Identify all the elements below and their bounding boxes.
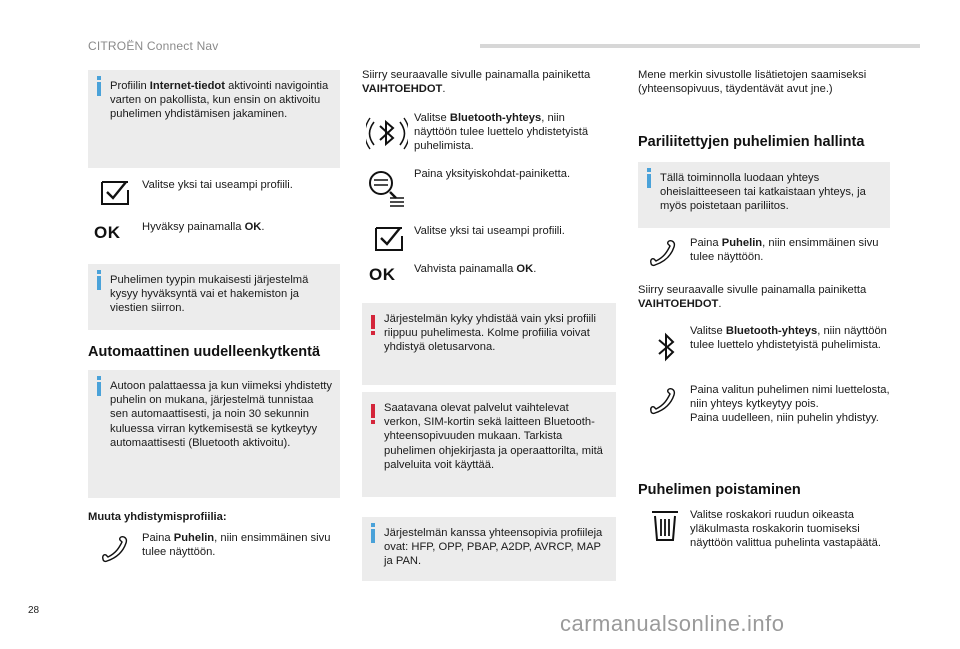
info-box-reconnect bbox=[88, 370, 340, 498]
info-icon bbox=[97, 276, 101, 290]
step-select-profile-2: Valitse yksi tai useampi profiili. bbox=[414, 225, 565, 237]
header-bar bbox=[480, 44, 920, 48]
watermark: carmanualsonline.info bbox=[560, 611, 785, 636]
page-number: 28 bbox=[28, 605, 40, 616]
step-phone-name bbox=[690, 383, 900, 426]
warning-box-services bbox=[362, 392, 616, 497]
text-bold: Internet-tiedot bbox=[149, 80, 225, 92]
text: Paina valitun puhelimen nimi luettelosta, niin yhteys kytkeytyy pois. bbox=[690, 384, 890, 411]
text: Vahvista painamalla bbox=[414, 263, 517, 275]
text: Paina bbox=[142, 532, 174, 544]
text-bold: OK bbox=[516, 263, 534, 275]
checkbox-check-icon bbox=[98, 176, 132, 210]
info-icon bbox=[97, 82, 101, 96]
step-bluetooth-2 bbox=[690, 324, 900, 352]
text-bold: VAIHTOEHDOT bbox=[362, 83, 443, 96]
section-heading-paired: Pariliitettyjen puhelimien hallinta bbox=[638, 134, 865, 150]
intro-options bbox=[362, 68, 614, 96]
options-instruction bbox=[638, 283, 908, 311]
text: Profiilin bbox=[110, 80, 150, 92]
other-profiles-label: Muuta yhdistymisprofiilia: bbox=[88, 511, 227, 523]
text: Paina bbox=[690, 237, 722, 249]
text: aktivointi navigointia varten on pakollista, kun ensin on aktivoitu puhelimen yhdistämisen jakaminen. bbox=[110, 80, 329, 121]
bluetooth-icon bbox=[650, 330, 684, 364]
text: , niin näyttöön tulee luettelo yhdistetyistä puhelimista. bbox=[690, 325, 887, 352]
trash-icon bbox=[648, 508, 682, 542]
step-select-profile: Valitse yksi tai useampi profiili. bbox=[142, 179, 293, 191]
step-confirm-ok bbox=[142, 220, 332, 234]
phone-handset-icon bbox=[646, 384, 680, 418]
warning-icon bbox=[371, 315, 375, 329]
text: Tällä toiminnolla luodaan yhteys oheislaitteeseen tai katkaistaan yhteys, ja myös poistetaan pariliitos. bbox=[660, 172, 866, 213]
text: Valitse bbox=[414, 112, 450, 124]
info-box-transfer bbox=[88, 264, 340, 330]
info-icon bbox=[371, 529, 375, 543]
intro-website: Mene merkin sivustolle lisätietojen saamiseksi (yhteensopivuus, täydentävät avut jne.) bbox=[638, 69, 867, 96]
phone-handset-icon bbox=[646, 236, 680, 270]
text: Saatavana olevat palvelut vaihtelevat verkon, SIM-kortin sekä laitteen Bluetooth-yhteensopivuuden mukaan. Tarkista puhelimen ohjekirjasta ja operaattorilta, mitä palveluita voit käyttää. bbox=[384, 402, 603, 471]
text: Järjestelmän kanssa yhteensopivia profiileja ovat: HFP, OPP, PBAP, A2DP, AVRCP, MAP ja PAN. bbox=[384, 527, 603, 568]
checkbox-check-icon bbox=[372, 222, 406, 256]
warning-icon bbox=[371, 404, 375, 418]
text: . bbox=[718, 298, 722, 311]
text: , niin ensimmäinen sivu tulee näyttöön. bbox=[142, 532, 331, 559]
ok-icon: OK bbox=[94, 223, 121, 242]
text: Paina uudelleen, niin puhelin yhdistyy. bbox=[690, 412, 879, 425]
step-details: Paina yksityiskohdat-painiketta. bbox=[414, 168, 571, 180]
step-phone-2 bbox=[690, 236, 900, 264]
text-bold: Puhelin bbox=[721, 237, 763, 249]
bluetooth-icon bbox=[366, 112, 408, 154]
text: Hyväksy painamalla bbox=[142, 221, 245, 233]
info-box-profiles bbox=[362, 517, 616, 581]
details-magnifier-icon bbox=[366, 168, 406, 208]
section-heading-delete: Puhelimen poistaminen bbox=[638, 482, 801, 498]
step-bluetooth bbox=[414, 111, 610, 154]
text-bold: Puhelin bbox=[173, 532, 215, 544]
text: Valitse bbox=[690, 325, 726, 337]
step-phone bbox=[142, 531, 332, 559]
text-bold: Bluetooth-yhteys bbox=[449, 112, 542, 124]
ok-icon: OK bbox=[369, 265, 396, 284]
warning-box-profile bbox=[362, 303, 616, 385]
info-icon bbox=[97, 382, 101, 396]
info-box-paired bbox=[638, 162, 890, 228]
text: , niin näyttöön tulee luettelo yhdistetyistä puhelimista. bbox=[414, 112, 589, 153]
header-title: CITROËN Connect Nav bbox=[88, 39, 219, 53]
info-icon bbox=[647, 174, 651, 188]
text: . bbox=[533, 263, 537, 275]
text: Siirry seuraavalle sivulle painamalla painiketta bbox=[638, 284, 867, 296]
text: Autoon palattaessa ja kun viimeksi yhdistetty puhelin on mukana, järjestelmä tunnistaa sen automaattisesti, ja noin 30 sekunnin kuluessa virran kytkemisestä se kytkeytyy automaattisesti (Bluetooth aktivoitu). bbox=[110, 380, 333, 449]
text: , niin ensimmäinen sivu tulee näyttöön. bbox=[690, 237, 879, 264]
section-heading-reconnect: Automaattinen uudelleenkytkentä bbox=[88, 344, 321, 360]
text: Järjestelmän kyky yhdistää vain yksi profiili riippuu puhelimesta. Kolme profiilia voivat yhdistyä oletusarvona. bbox=[384, 313, 597, 354]
text: Puhelimen tyypin mukaisesti järjestelmä kysyy hyväksyntä vai et hakemiston ja viestien siirron. bbox=[110, 274, 309, 315]
text-bold: Bluetooth-yhteys bbox=[725, 325, 818, 337]
text: . bbox=[442, 83, 446, 96]
phone-handset-icon bbox=[98, 532, 132, 566]
text-bold: VAIHTOEHDOT bbox=[638, 298, 719, 311]
text: . bbox=[261, 221, 265, 233]
text-bold: OK bbox=[244, 221, 262, 233]
info-box-internet bbox=[88, 70, 340, 168]
text: Siirry seuraavalle sivulle painamalla painiketta bbox=[362, 69, 591, 81]
step-trash: Valitse roskakori ruudun oikeasta yläkulmasta roskakorin tuomiseksi näyttöön valittua puhelinta vastapäätä. bbox=[690, 509, 881, 550]
step-confirm-ok-2 bbox=[414, 262, 610, 276]
